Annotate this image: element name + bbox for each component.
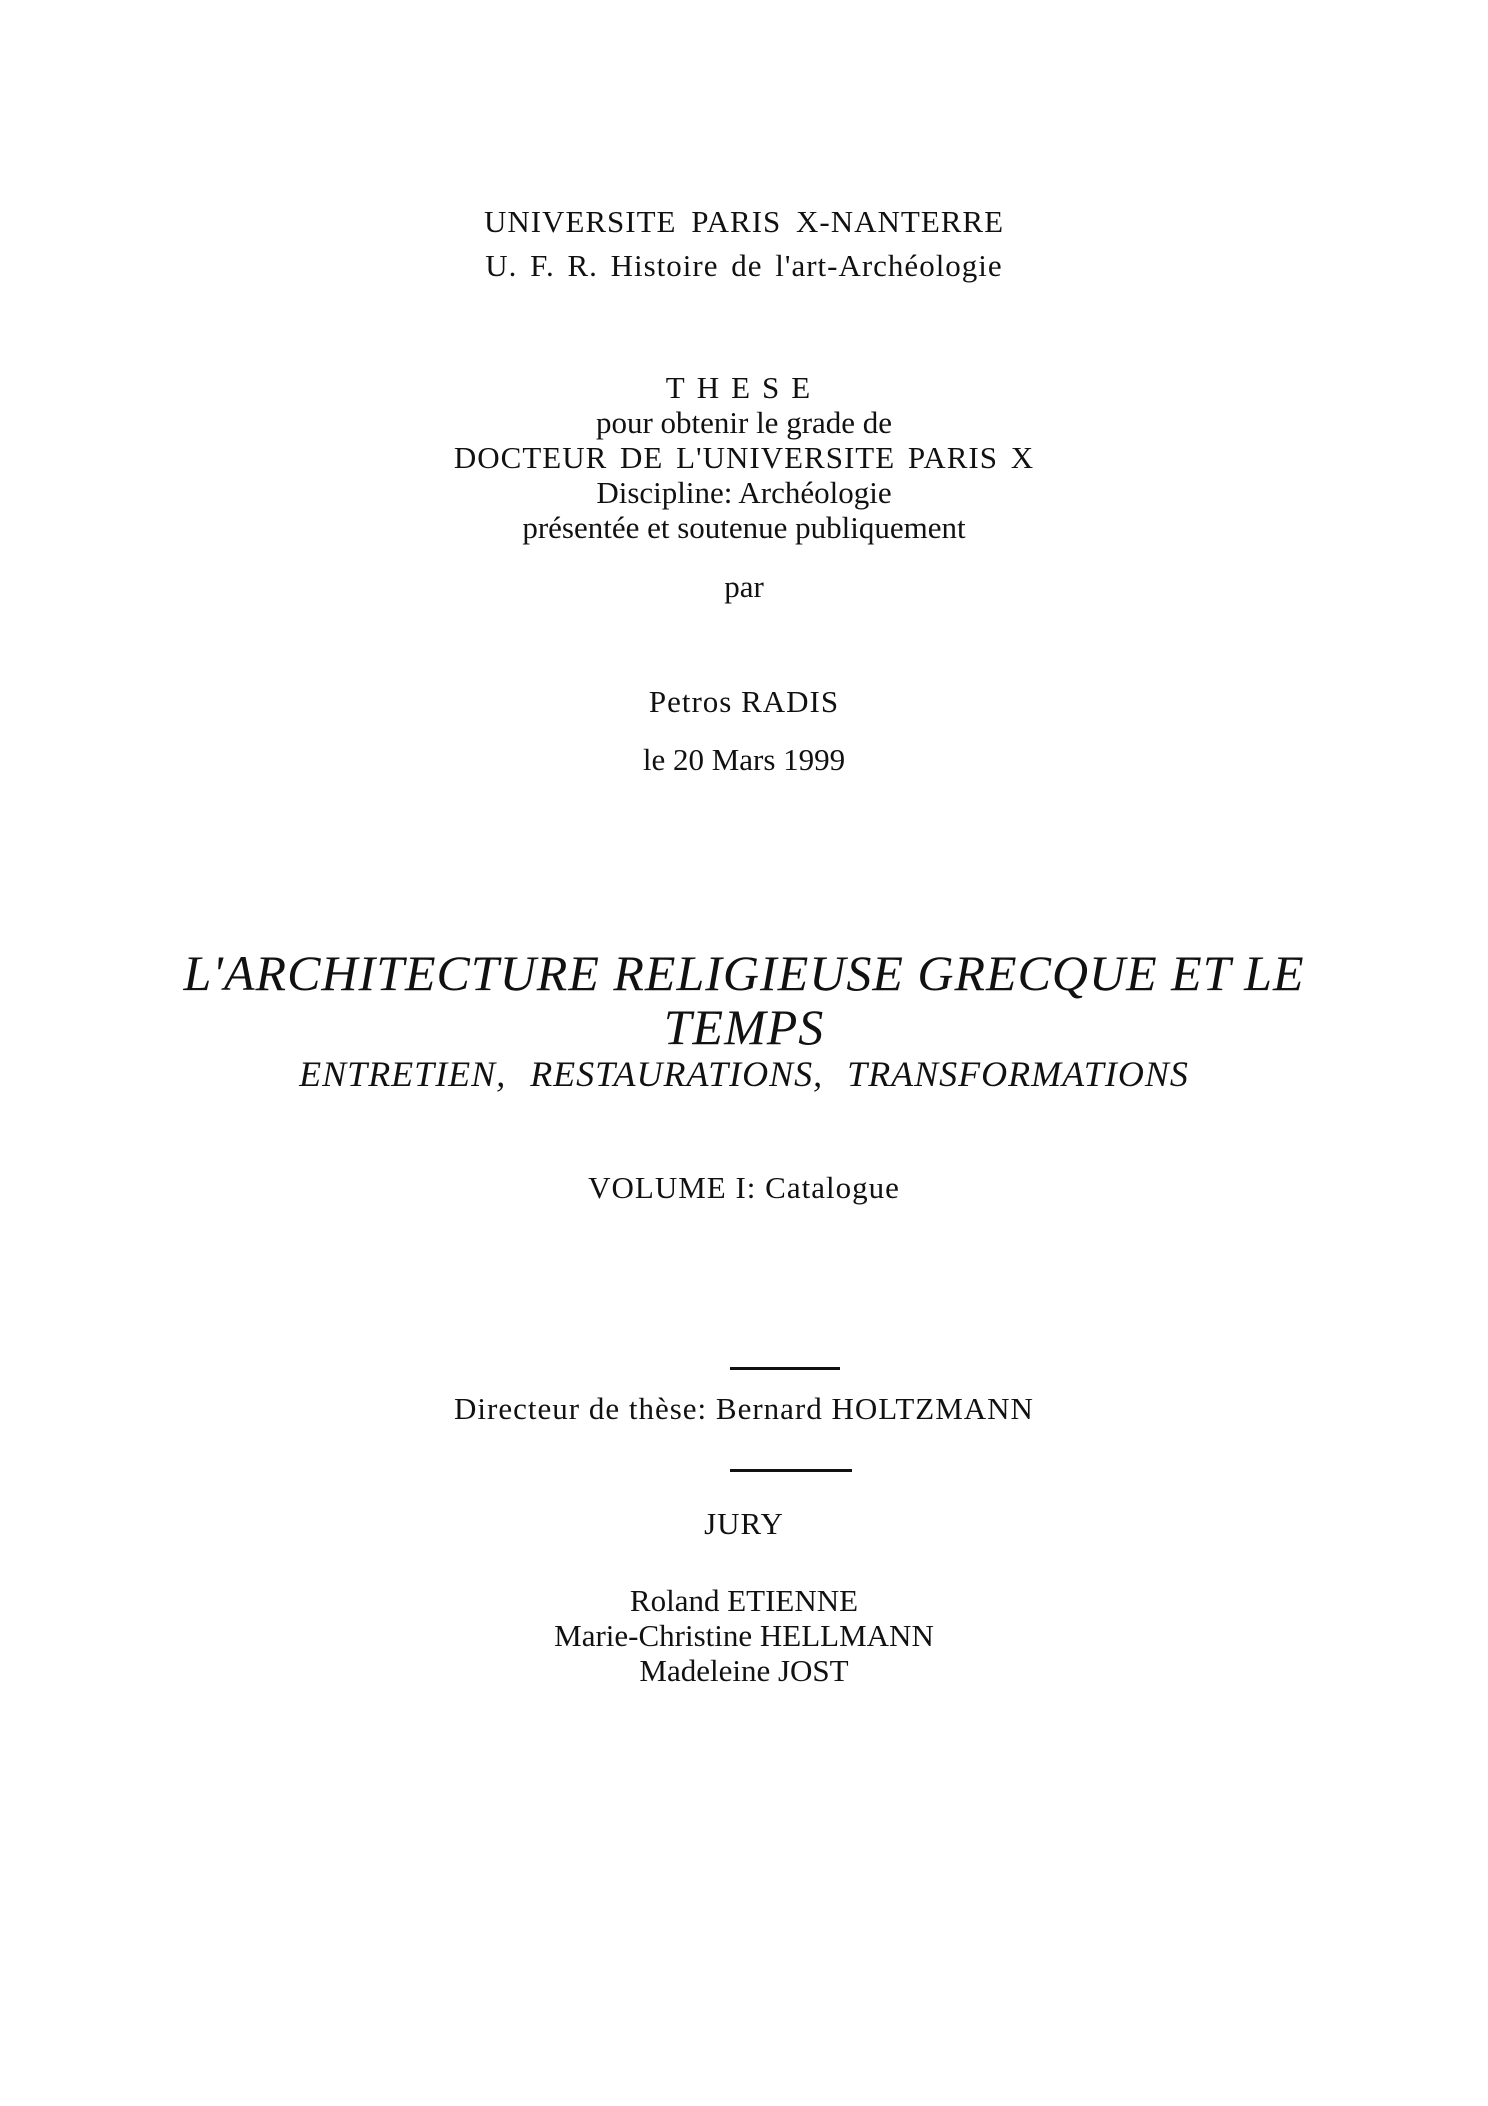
thesis-discipline: Discipline: Archéologie — [596, 475, 892, 510]
jury-label: JURY — [704, 1506, 784, 1541]
jury-member: Marie-Christine HELLMANN — [554, 1618, 934, 1653]
thesis-by: par — [724, 569, 764, 604]
thesis-purpose: pour obtenir le grade de — [595, 405, 893, 440]
jury-member: Madeleine JOST — [639, 1653, 849, 1688]
volume-label: VOLUME I: Catalogue — [588, 1170, 900, 1205]
jury-member: Roland ETIENNE — [629, 1583, 859, 1618]
university-name: UNIVERSITE PARIS X-NANTERRE — [483, 204, 1005, 239]
thesis-subtitle: ENTRETIEN, RESTAURATIONS, TRANSFORMATIONS — [299, 1054, 1189, 1094]
ufr-name: U. F. R. Histoire de l'art-Archéologie — [485, 248, 1003, 283]
thesis-director: Directeur de thèse: Bernard HOLTZMANN — [454, 1391, 1034, 1426]
divider-top — [730, 1367, 840, 1370]
author-name: Petros RADIS — [648, 684, 840, 719]
divider-bottom — [730, 1469, 852, 1472]
defense-date: le 20 Mars 1999 — [642, 742, 846, 777]
thesis-title-line2: TEMPS — [663, 999, 825, 1055]
thesis-presented: présentée et soutenue publiquement — [522, 510, 966, 545]
thesis-title-line1: L'ARCHITECTURE RELIGIEUSE GRECQUE ET LE — [183, 945, 1305, 1001]
thesis-label: THESE — [665, 370, 823, 405]
thesis-degree: DOCTEUR DE L'UNIVERSITE PARIS X — [453, 440, 1035, 475]
